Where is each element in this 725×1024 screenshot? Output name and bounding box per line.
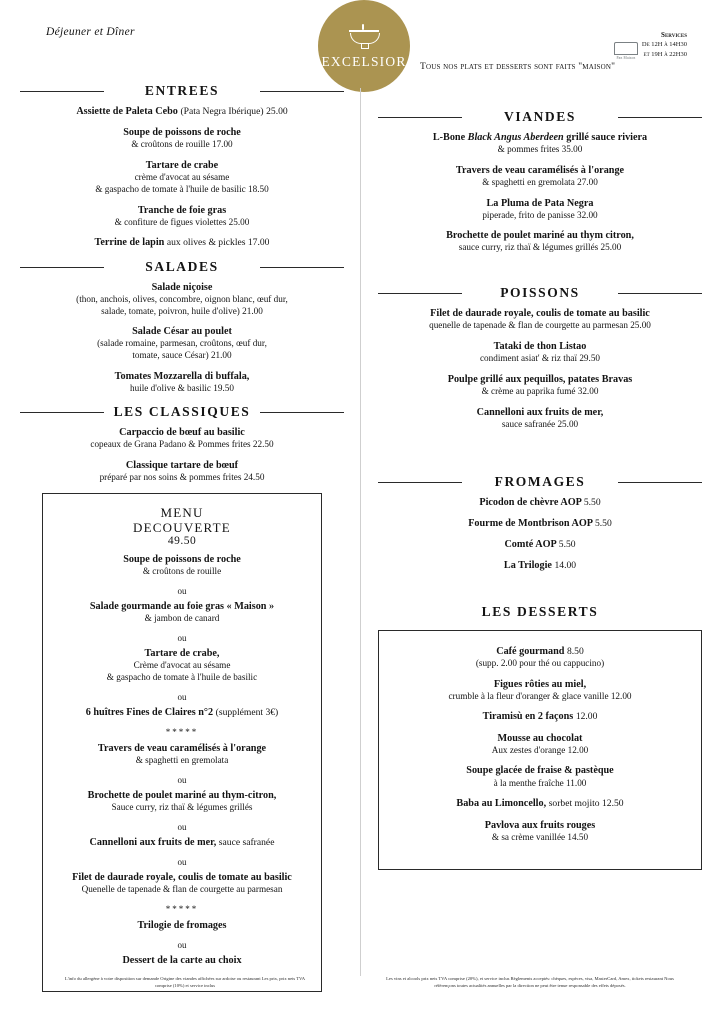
item-name: Filet de daurade royale, coulis de tomate au basilic xyxy=(72,871,292,883)
legal-note-left: L'info du allergène à votre disposition sur demande Origine des viandes affichées sur ardoise ou restaurant Les prix, prix nets TVA comprise (10%) et service inclus xyxy=(64,976,306,989)
item-name: Brochette de poulet mariné au thym citron, xyxy=(446,230,634,242)
pan-maison-icon xyxy=(613,42,639,62)
menu-decouverte-box xyxy=(42,493,322,991)
item-name: Tartare de crabe xyxy=(145,160,219,172)
item-price: 14.00 xyxy=(554,560,577,572)
section-title-viandes: VIANDES xyxy=(370,109,710,125)
menu-item xyxy=(53,836,311,849)
section-title-entrees: ENTREES xyxy=(12,83,352,99)
menu-item xyxy=(389,732,691,757)
section-title-poissons: POISSONS xyxy=(370,285,710,301)
menu-item xyxy=(12,426,352,451)
item-desc: quenelle de tapenade & flan de courgette au parmesan 25.00 xyxy=(429,320,651,331)
or-separator: ou xyxy=(177,633,187,644)
menu-decouverte-price: 49.50 xyxy=(167,535,197,548)
menu-item xyxy=(53,954,311,967)
item-desc: & croûtons de rouille 17.00 xyxy=(131,139,233,150)
services-line-1: De 12H à 14H30 xyxy=(641,41,687,49)
menu-item xyxy=(389,645,691,670)
item-name: Fourme de Montbrison AOP xyxy=(468,517,593,529)
item-name: L-Bone xyxy=(432,132,468,143)
menu-item xyxy=(53,789,311,814)
item-name: Tomates Mozzarella di buffala, xyxy=(114,370,250,382)
menu-item xyxy=(389,710,691,723)
item-desc: crumble à la fleur d'oranger & glace vanille 12.00 xyxy=(448,690,632,701)
menu-item xyxy=(12,236,352,249)
item-name-after: grillé sauce riviera xyxy=(563,132,648,143)
item-desc: Aux zestes d'orange 12.00 xyxy=(491,744,589,755)
cloche-icon xyxy=(347,24,381,50)
item-desc: & croûtons de rouille xyxy=(142,566,222,577)
item-name: Mousse au chocolat xyxy=(497,732,583,744)
item-name: Soupe de poissons de roche xyxy=(123,127,241,139)
item-desc: & confiture de figues violettes 25.00 xyxy=(114,216,250,227)
section-title-classiques: LES CLASSIQUES xyxy=(12,404,352,420)
item-name: Filet de daurade royale, coulis de tomate au basilic xyxy=(430,308,650,320)
legal-note-right: Les vins et alcools prix nets TVA comprise (20%), et service inclus Règlements acceptés: chèques, espèces, visa, MasterCard, Amex, tickets restaurant Nous référençons toutes actualités annuelles par la direction ne peut être tenue responsable des effets déposés. xyxy=(386,976,674,989)
item-name: Classique tartare de bœuf xyxy=(125,459,239,471)
item-name: 6 huîtres Fines de Claires n°2 xyxy=(85,706,214,718)
menu-item xyxy=(12,370,352,395)
item-desc-2: & gaspacho de tomate à l'huile de basilic 18.50 xyxy=(95,183,269,194)
left-column xyxy=(12,74,352,992)
item-name: Figues rôties au miel, xyxy=(493,678,587,690)
item-price: 8.50 xyxy=(566,645,584,657)
item-desc: sauce curry, riz thaï & légumes grillés 25.00 xyxy=(458,242,622,253)
section-title-desserts: LES DESSERTS xyxy=(481,603,599,619)
item-name: Brochette de poulet mariné au thym-citron, xyxy=(87,789,277,801)
menu-item xyxy=(389,819,691,844)
section-title-fromages: FROMAGES xyxy=(370,474,710,490)
item-name: La Pluma de Pata Negra xyxy=(486,197,594,209)
course-separator: ***** xyxy=(165,726,199,737)
or-separator: ou xyxy=(177,939,187,950)
item-desc: & spaghetti en gremolata xyxy=(135,754,229,765)
item-name: Baba au Limoncello, xyxy=(456,798,547,810)
column-divider xyxy=(360,88,361,976)
item-name: Soupe glacée de fraise & pastèque xyxy=(466,765,614,777)
pan-maison-label: Pan Maison xyxy=(616,56,636,60)
item-name: Terrine de lapin xyxy=(94,237,165,249)
menu-item xyxy=(389,678,691,703)
item-name: Cannelloni aux fruits de mer, xyxy=(89,836,217,848)
item-price: 25.00 xyxy=(266,106,288,117)
item-desc: piperade, frito de panisse 32.00 xyxy=(482,209,598,220)
section-title-salades: SALADES xyxy=(12,259,352,275)
services-line-2: et 19H à 22H30 xyxy=(643,50,687,58)
item-name: Salade gourmande au foie gras « Maison » xyxy=(89,601,275,613)
menu-item xyxy=(370,496,710,509)
item-name: Pavlova aux fruits rouges xyxy=(484,819,596,831)
item-desc-2: & gaspacho de tomate à l'huile de basilic xyxy=(106,671,258,682)
item-name: Soupe de poissons de roche xyxy=(123,554,241,566)
item-desc: sauce safranée xyxy=(218,836,275,848)
menu-item xyxy=(370,164,710,189)
item-desc: (salade romaine, parmesan, croûtons, œuf dur, xyxy=(97,338,267,349)
menu-item xyxy=(370,517,710,530)
item-name: Tataki de thon Listao xyxy=(493,341,587,353)
item-desc: crème d'avocat au sésame xyxy=(134,172,230,183)
item-name: Poulpe grillé aux pequillos, patates Bravas xyxy=(447,373,633,385)
services-title: Services xyxy=(661,31,687,39)
item-detail: (Pata Negra Ibérique) xyxy=(180,106,264,117)
item-desc-2: tomate, sauce César) 21.00 xyxy=(132,350,232,361)
menu-item xyxy=(53,919,311,932)
item-name: Travers de veau caramélisés à l'orange xyxy=(97,742,267,754)
item-desc: (supp. 2.00 pour thé ou cappucino) xyxy=(475,657,605,668)
item-desc: & spaghetti en gremolata 27.00 xyxy=(482,176,598,187)
item-price: 12.00 xyxy=(575,711,598,723)
item-desc: à la menthe fraîche 11.00 xyxy=(493,777,587,788)
item-price: 5.50 xyxy=(558,539,576,551)
services-info xyxy=(642,30,687,59)
item-name: Café gourmand xyxy=(496,645,565,657)
menu-item xyxy=(389,764,691,789)
menu-item xyxy=(370,538,710,551)
item-desc: & crème au paprika fumé 32.00 xyxy=(481,385,599,396)
menu-item xyxy=(370,340,710,365)
menu-item xyxy=(370,131,710,156)
item-desc: Crème d'avocat au sésame xyxy=(133,660,231,671)
item-desc: huile d'olive & basilic 19.50 xyxy=(130,382,234,393)
menu-item xyxy=(12,204,352,229)
item-price: 5.50 xyxy=(594,517,612,529)
item-name: Carpaccio de bœuf au basilic xyxy=(119,426,245,438)
menu-item xyxy=(12,325,352,362)
item-desc: préparé par nos soins & pommes frites 24.50 xyxy=(99,471,265,482)
menu-item xyxy=(370,229,710,254)
item-name-italic: Black Angus Aberdeen xyxy=(467,132,564,143)
item-supplement: (supplément 3€) xyxy=(215,706,279,718)
item-name: Dessert de la carte au choix xyxy=(122,954,242,966)
item-name: La Trilogie xyxy=(503,560,552,572)
item-name: Travers de veau caramélisés à l'orange xyxy=(455,164,625,176)
menu-columns xyxy=(0,74,725,974)
item-name: Comté AOP xyxy=(504,539,557,551)
item-name: Cannelloni aux fruits de mer, xyxy=(476,406,604,418)
menu-item xyxy=(370,406,710,431)
menu-decouverte-title-1: MENU xyxy=(160,505,204,521)
or-separator: ou xyxy=(177,586,187,597)
item-desc: Quenelle de tapenade & flan de courgette au parmesan xyxy=(81,883,283,894)
menu-item xyxy=(12,459,352,484)
menu-item xyxy=(370,373,710,398)
item-desc: & jambon de canard xyxy=(144,613,220,624)
item-name: Assiette de Paleta Cebo xyxy=(76,106,178,117)
menu-decouverte-title-2: DECOUVERTE xyxy=(133,519,231,535)
menu-item xyxy=(12,281,352,318)
menu-item xyxy=(53,742,311,767)
item-desc: sauce safranée 25.00 xyxy=(501,418,579,429)
item-desc: aux olives & pickles 17.00 xyxy=(166,237,270,249)
item-name: Tartare de crabe, xyxy=(144,648,220,660)
menu-item xyxy=(53,647,311,684)
item-name: Salade niçoise xyxy=(151,281,213,293)
right-column xyxy=(370,74,710,870)
item-desc: Sauce curry, riz thaï & légumes grillés xyxy=(111,801,253,812)
menu-item xyxy=(12,105,352,118)
item-name: Trilogie de fromages xyxy=(137,919,227,931)
menu-item xyxy=(12,159,352,196)
menu-item xyxy=(370,197,710,222)
item-desc: condiment asiat' & riz thaï 29.50 xyxy=(479,353,601,364)
menu-item xyxy=(12,126,352,151)
maison-note: Tous nos plats et desserts sont faits "maison" xyxy=(420,62,616,72)
item-desc: & sa crème vanillée 14.50 xyxy=(491,831,589,842)
item-desc: sorbet mojito 12.50 xyxy=(548,798,624,810)
item-desc: & pommes frites 35.00 xyxy=(497,144,583,155)
item-name: Picodon de chèvre AOP xyxy=(479,496,582,508)
menu-item xyxy=(53,600,311,625)
item-name: Tiramisù en 2 façons xyxy=(482,711,574,723)
menu-item xyxy=(53,553,311,578)
menu-item xyxy=(53,706,311,719)
service-period-label: Déjeuner et Dîner xyxy=(46,26,135,38)
item-name: Tranche de foie gras xyxy=(137,204,227,216)
menu-item xyxy=(370,559,710,572)
menu-item xyxy=(370,307,710,332)
item-desc: copeaux de Grana Padano & Pommes frites 22.50 xyxy=(90,438,274,449)
logo-text: EXCELSIOR xyxy=(321,54,407,69)
item-desc-2: salade, tomate, poivron, huile d'olive) 21.00 xyxy=(101,305,263,316)
or-separator: ou xyxy=(177,691,187,702)
course-separator: ***** xyxy=(165,903,199,914)
menu-item xyxy=(53,871,311,896)
or-separator: ou xyxy=(177,774,187,785)
desserts-box xyxy=(378,630,702,871)
item-desc: (thon, anchois, olives, concombre, oignon blanc, œuf dur, xyxy=(76,293,288,304)
or-separator: ou xyxy=(177,856,187,867)
item-name: Salade César au poulet xyxy=(132,326,232,338)
or-separator: ou xyxy=(177,821,187,832)
item-price: 5.50 xyxy=(583,496,601,508)
menu-item xyxy=(389,797,691,810)
